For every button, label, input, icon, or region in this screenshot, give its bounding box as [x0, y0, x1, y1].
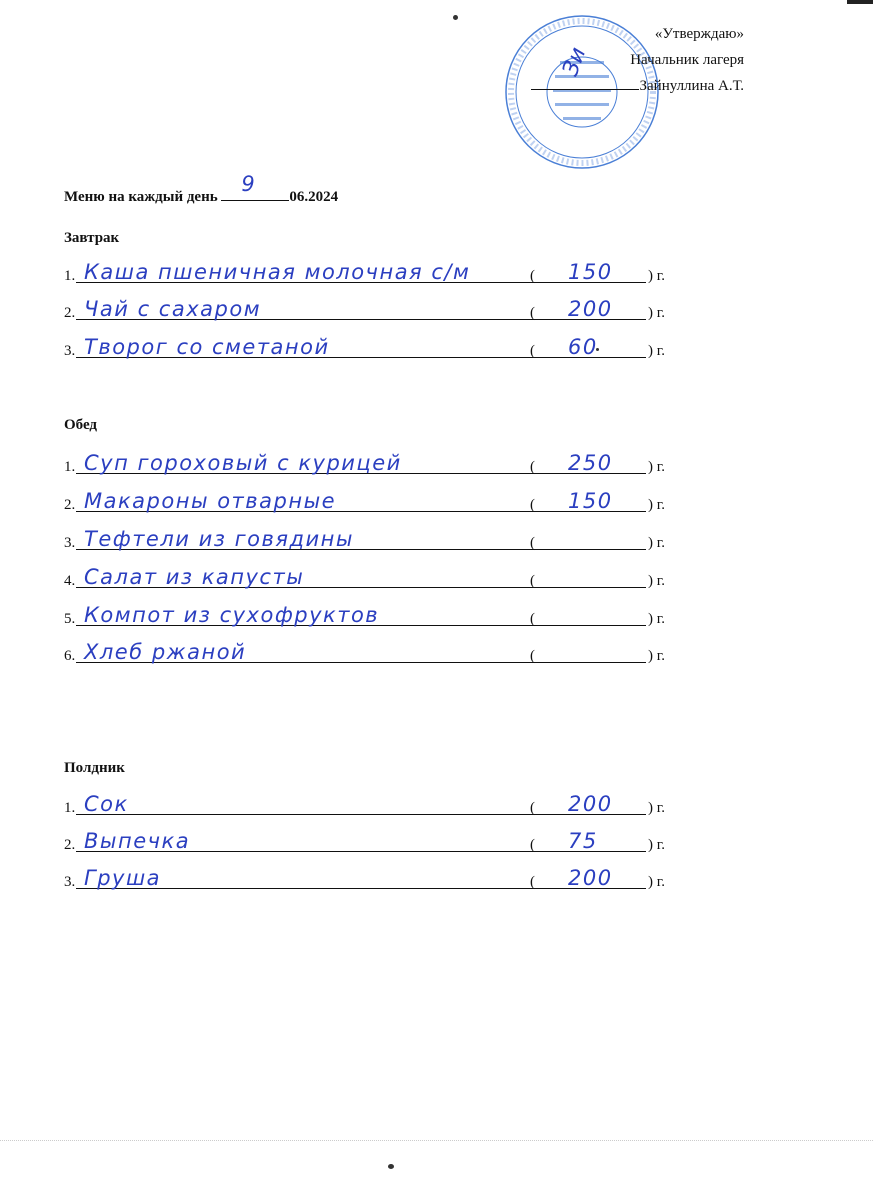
menu-row — [64, 566, 669, 590]
open-paren: ( — [530, 459, 535, 475]
dish-line — [76, 451, 591, 474]
unit-label: ) г. — [648, 459, 665, 475]
approval-heading: «Утверждаю» — [654, 26, 744, 42]
dish-qty: 150 — [568, 489, 613, 513]
section-title-snack: Полдник — [64, 760, 125, 776]
unit-label: ) г. — [648, 611, 665, 627]
dish-name: Тефтели из говядины — [84, 527, 354, 551]
dish-line — [76, 527, 591, 550]
dish-line — [76, 792, 591, 815]
dish-qty: 75 — [568, 829, 598, 853]
dish-qty: 60 — [568, 335, 598, 359]
unit-label: ) г. — [648, 497, 665, 513]
qty-line — [538, 260, 646, 283]
section-title-breakfast: Завтрак — [64, 230, 120, 246]
row-number: 4. — [64, 573, 76, 589]
row-number: 6. — [64, 648, 76, 664]
open-paren: ( — [530, 573, 535, 589]
open-paren: ( — [530, 497, 535, 513]
qty-line — [538, 451, 646, 474]
dish-qty: 250 — [568, 451, 613, 475]
open-paren: ( — [530, 268, 535, 284]
signature-line — [531, 44, 639, 90]
approval-name: Зайнуллина А.Т. — [639, 78, 744, 94]
unit-label: ) г. — [648, 343, 665, 359]
open-paren: ( — [530, 648, 535, 664]
dish-name: Хлеб ржаной — [84, 640, 247, 664]
qty-line — [538, 565, 646, 588]
row-number: 1. — [64, 268, 76, 284]
qty-line — [538, 335, 646, 358]
dish-line — [76, 489, 591, 512]
row-number: 3. — [64, 343, 76, 359]
qty-line — [538, 527, 646, 550]
handwritten-signature: Зи — [557, 44, 591, 80]
qty-line — [538, 640, 646, 663]
dish-qty: 150 — [568, 260, 613, 284]
menu-row — [64, 867, 669, 891]
unit-label: ) г. — [648, 268, 665, 284]
menu-row — [64, 604, 669, 628]
row-number: 1. — [64, 800, 76, 816]
dish-line — [76, 297, 591, 320]
date-day-blank — [221, 172, 289, 201]
unit-label: ) г. — [648, 837, 665, 853]
dish-line — [76, 335, 591, 358]
dish-name: Чай с сахаром — [84, 297, 262, 321]
dish-name: Компот из сухофруктов — [84, 603, 380, 627]
qty-line — [538, 829, 646, 852]
row-number: 1. — [64, 459, 76, 475]
menu-row — [64, 528, 669, 552]
open-paren: ( — [530, 611, 535, 627]
dish-name: Каша пшеничная молочная с/м — [84, 260, 471, 284]
qty-line — [538, 297, 646, 320]
dish-qty: 200 — [568, 792, 613, 816]
scan-edge — [0, 1140, 873, 1141]
dish-line — [76, 260, 591, 283]
menu-row — [64, 830, 669, 854]
approval-block — [531, 21, 745, 99]
approval-position: Начальник лагеря — [630, 52, 744, 68]
menu-row — [64, 261, 669, 285]
dish-name: Сок — [84, 792, 129, 816]
row-number: 3. — [64, 535, 76, 551]
unit-label: ) г. — [648, 573, 665, 589]
dish-name: Выпечка — [84, 829, 191, 853]
date-day-handwritten: 9 — [241, 172, 257, 196]
row-number: 3. — [64, 874, 76, 890]
menu-title-prefix: Меню на каждый день — [64, 189, 218, 205]
open-paren: ( — [530, 535, 535, 551]
row-number: 2. — [64, 497, 76, 513]
row-number: 2. — [64, 837, 76, 853]
dish-name: Макароны отварные — [84, 489, 337, 513]
dish-name: Суп гороховый с курицей — [84, 451, 402, 475]
dish-line — [76, 829, 591, 852]
open-paren: ( — [530, 874, 535, 890]
row-number: 5. — [64, 611, 76, 627]
menu-row — [64, 793, 669, 817]
open-paren: ( — [530, 800, 535, 816]
qty-line — [538, 866, 646, 889]
open-paren: ( — [530, 343, 535, 359]
scan-corner-mark — [847, 0, 873, 4]
scan-speck — [388, 1164, 394, 1169]
menu-title-date: 06.2024 — [289, 189, 339, 205]
dish-line — [76, 603, 591, 626]
unit-label: ) г. — [648, 535, 665, 551]
menu-row — [64, 641, 669, 665]
qty-line — [538, 603, 646, 626]
dish-name: Творог со сметаной — [84, 335, 330, 359]
dish-qty: 200 — [568, 297, 613, 321]
dish-line — [76, 640, 591, 663]
dish-qty: 200 — [568, 866, 613, 890]
unit-label: ) г. — [648, 648, 665, 664]
menu-title — [64, 172, 339, 206]
dish-line — [76, 565, 591, 588]
scan-speck — [453, 15, 458, 20]
row-number: 2. — [64, 305, 76, 321]
qty-line — [538, 792, 646, 815]
unit-label: ) г. — [648, 874, 665, 890]
open-paren: ( — [530, 837, 535, 853]
open-paren: ( — [530, 305, 535, 321]
qty-line — [538, 489, 646, 512]
unit-label: ) г. — [648, 800, 665, 816]
unit-label: ) г. — [648, 305, 665, 321]
menu-row — [64, 336, 669, 360]
dish-line — [76, 866, 591, 889]
menu-row — [64, 298, 669, 322]
section-title-lunch: Обед — [64, 417, 98, 433]
menu-row — [64, 490, 669, 514]
dish-name: Груша — [84, 866, 162, 890]
menu-row — [64, 452, 669, 476]
dish-name: Салат из капусты — [84, 565, 305, 589]
